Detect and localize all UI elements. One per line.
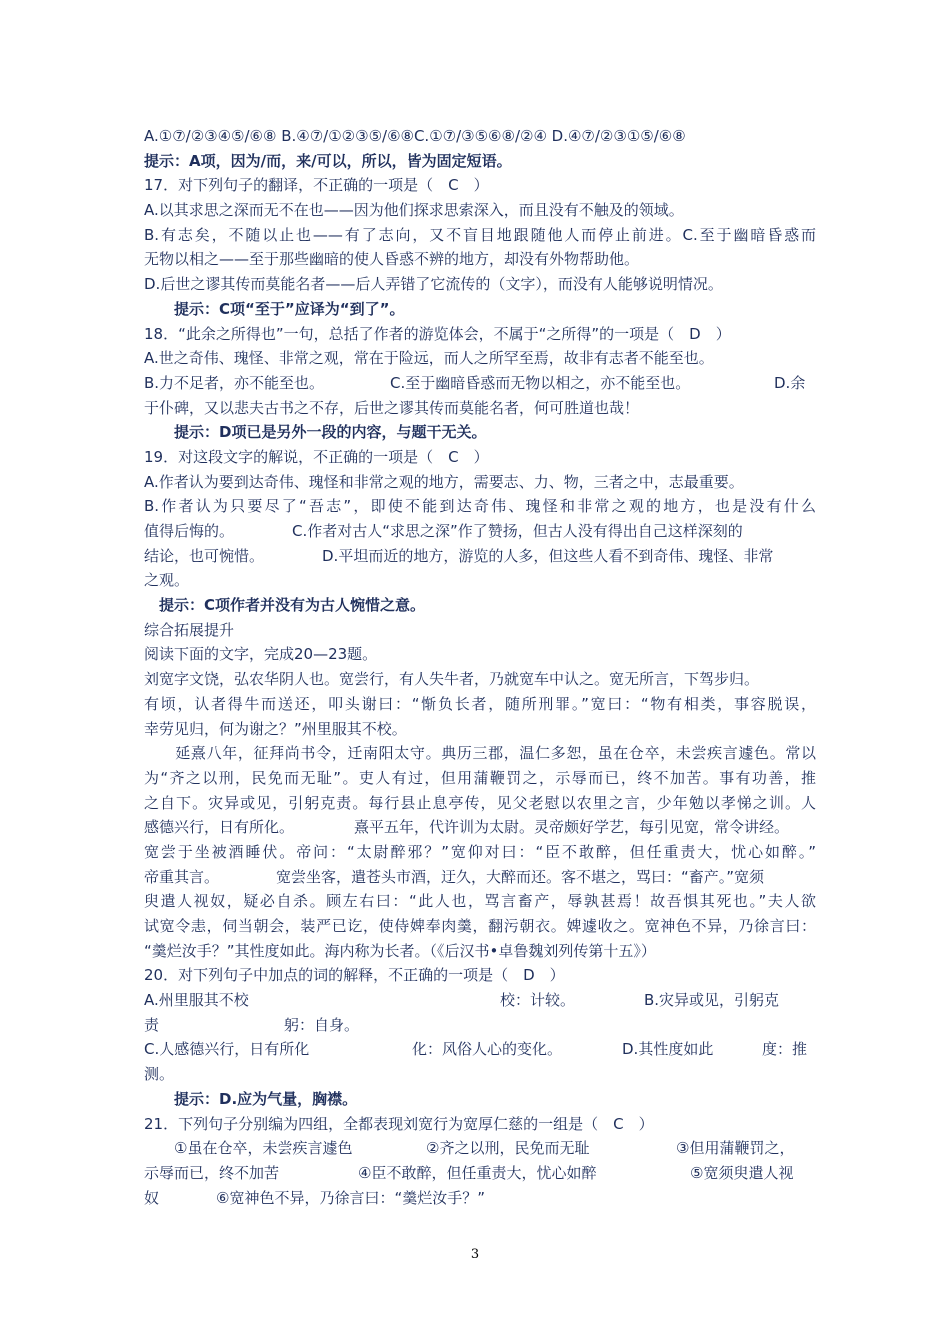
option-19b xyxy=(144,494,816,519)
items-21-row1 xyxy=(144,1136,816,1161)
text-line: 于仆碑，又以悲夫古书之不存，后世之谬其传而莫能名者，何可胜道也哉！ xyxy=(144,398,640,417)
text-segment: 宽尝坐客，遣苍头市酒，迂久，大醉而还。客不堪之，骂曰：“畜产。”宽须 xyxy=(276,867,765,886)
passage-line xyxy=(144,840,816,865)
option-18d: D.余 xyxy=(774,373,806,392)
text-line: 刘宽字文饶，弘农华阴人也。宽尝行，有人失牛者，乃就宽车中认之。宽无所言，下驾步归。 xyxy=(144,670,760,689)
question-19 xyxy=(144,445,816,470)
hint-18 xyxy=(144,420,816,445)
passage-line xyxy=(144,791,816,816)
option-20b: B.灾异或见，引躬克 xyxy=(644,991,780,1010)
question-20 xyxy=(144,963,816,988)
item-4: ④臣不敢醉，但任重责大，忧心如醉 xyxy=(358,1163,597,1182)
passage-line xyxy=(144,815,816,840)
answer-options-16 xyxy=(144,124,816,149)
option-20d-gloss: 度：推 xyxy=(762,1040,808,1059)
passage-line xyxy=(144,692,816,717)
items-21-row2 xyxy=(144,1161,816,1186)
options-19cd xyxy=(144,544,816,569)
option-18a xyxy=(144,346,816,371)
hint-text: 提示：A项，因为/而，来/可以，所以，皆为固定短语。 xyxy=(144,151,512,170)
text-line: A.①⑦/②③④⑤/⑥⑧ B.④⑦/①②③⑤/⑥⑧C.①⑦/③⑤⑥⑧/②④ D.④⑦/②③①⑤/⑥⑧ xyxy=(144,127,686,145)
option-19b-cont: 值得后悔的。 xyxy=(144,522,235,540)
hint-20 xyxy=(144,1087,816,1112)
options-20cd xyxy=(144,1037,816,1062)
item-6: ⑥宽神色不异，乃徐言曰：“羹烂汝手？” xyxy=(216,1188,485,1207)
option-20b-gloss: 躬：自身。 xyxy=(284,1015,360,1034)
hint-text: 提示：D.应为气量，胸襟。 xyxy=(144,1089,358,1108)
passage-line xyxy=(144,741,816,766)
passage-line xyxy=(144,766,816,791)
text-line: 测。 xyxy=(144,1065,175,1084)
text-segment: 熹平五年，代许训为太尉。灵帝颇好学艺，每引见宽，常令讲经。 xyxy=(354,818,790,837)
options-20ab xyxy=(144,988,816,1013)
hint-16 xyxy=(144,149,816,174)
text-line: “羹烂汝手？”其性度如此。海内称为长者。（《后汉书•卓鲁魏刘列传第十五》） xyxy=(144,941,656,960)
text-line: 幸劳见归，何为谢之？”州里服其不校。 xyxy=(144,719,407,738)
text-line: A.作者认为要到达奇伟、瑰怪和非常之观的地方，需要志、力、物，三者之中，志最重要。 xyxy=(144,472,744,491)
options-19bc xyxy=(144,519,816,544)
option-20a-gloss: 校：计较。 xyxy=(500,991,576,1010)
option-18b: B.力不足者，亦不能至也。 xyxy=(144,373,325,392)
hint-17 xyxy=(144,297,816,322)
option-17c-cont xyxy=(144,247,816,272)
option-17a xyxy=(144,198,816,223)
option-20b-cont xyxy=(144,1013,816,1038)
option-18c: C.至于幽暗昏惑而无物以相之，亦不能至也。 xyxy=(390,373,691,392)
option-20d: D.其性度如此 xyxy=(622,1040,714,1059)
option-20d-cont xyxy=(144,1062,816,1087)
text-line: 宽尝于坐被酒睡伏。帝问：“太尉醉邪？”宽仰对曰：“臣不敢醉，但任重责大，忧心如醉。” xyxy=(144,842,816,861)
document-body xyxy=(144,124,816,1210)
items-21-row3 xyxy=(144,1186,816,1211)
passage-line xyxy=(144,667,816,692)
options-18bcd xyxy=(144,371,816,396)
question-text: 20．对下列句子中加点的词的解释，不正确的一项是（ D ） xyxy=(144,966,565,985)
option-19c-cont: 结论，也可惋惜。 xyxy=(144,546,265,565)
question-text: 17．对下列句子的翻译，不正确的一项是（ C ） xyxy=(144,176,489,195)
question-text: 18．“此余之所得也”一句，总括了作者的游览体会，不属于“之所得”的一项是（ D ） xyxy=(144,324,731,343)
option-17b xyxy=(144,223,816,248)
passage-line xyxy=(144,939,816,964)
passage-line xyxy=(144,914,816,939)
question-17 xyxy=(144,173,816,198)
item-2: ②齐之以刑，民免而无耻 xyxy=(426,1139,590,1158)
text-line: D.后世之谬其传而莫能名者——后人弄错了它流传的（文字），而没有人能够说明情况。 xyxy=(144,275,723,294)
section-heading xyxy=(144,618,816,643)
hint-19 xyxy=(144,593,816,618)
hint-text: 提示：C项“至于”应译为“到了”。 xyxy=(144,299,405,318)
text-segment: 责 xyxy=(144,1015,160,1034)
item-5-cont: 奴 xyxy=(144,1188,160,1207)
text-line: B.有志矣，不随以止也——有了志向，又不盲目地跟随他人而停止前进。C.至于幽暗昏惑而 xyxy=(144,225,816,244)
item-3-cont: 示辱而已，终不加苦 xyxy=(144,1163,280,1182)
hint-text: 提示：D项已是另外一段的内容，与题干无关。 xyxy=(144,423,487,442)
option-20c-gloss: 化：风俗人心的变化。 xyxy=(412,1040,563,1059)
option-19a xyxy=(144,470,816,495)
reading-instruction xyxy=(144,642,816,667)
text-line: A.以其求思之深而无不在也——因为他们探求思索深入，而且没有不触及的领域。 xyxy=(144,201,684,220)
text-line: A.世之奇伟、瑰怪、非常之观，常在于险远，而人之所罕至焉，故非有志者不能至也。 xyxy=(144,349,714,368)
item-1: ①虽在仓卒，未尝疾言遽色 xyxy=(174,1139,353,1158)
text-line: 延熹八年，征拜尚书令，迁南阳太守。典历三郡，温仁多恕，虽在仓卒，未尝疾言遽色。常以 xyxy=(144,744,816,763)
text-line: 试宽令恚，伺当朝会，装严已讫，使侍婢奉肉羹，翻污朝衣。婢遽收之。宽神色不异，乃徐言曰： xyxy=(144,917,816,935)
option-19d-cont xyxy=(144,568,816,593)
item-5: ⑤宽须臾遣人视 xyxy=(690,1163,794,1182)
text-segment: 感德兴行，日有所化。 xyxy=(144,818,295,837)
option-19d: D.平坦而近的地方，游览的人多，但这些人看不到奇伟、瑰怪、非常 xyxy=(322,546,774,565)
question-text: 21．下列句子分别编为四组，全都表现刘宽行为宽厚仁慈的一组是（ C ） xyxy=(144,1114,654,1133)
question-18 xyxy=(144,322,816,347)
option-19c: C.作者对古人“求思之深”作了赞扬，但古人没有得出自己这样深刻的 xyxy=(292,522,743,540)
text-line: 之自下。灾异或见，引躬克责。每行县止息亭传，见父老慰以农里之言，少年勉以孝悌之训。人 xyxy=(144,793,816,812)
option-17d xyxy=(144,272,816,297)
text-line: 有顷，认者得牛而送还，叩头谢曰：“惭负长者，随所刑罪。”宽曰：“物有相类，事容脱误， xyxy=(144,694,816,713)
text-line: 臾遣人视奴，疑必自杀。顾左右曰：“此人也，骂言畜产，辱孰甚焉！故吾惧其死也。”夫人欲 xyxy=(144,892,816,911)
question-21 xyxy=(144,1112,816,1137)
text-line: 无物以相之——至于那些幽暗的使人昏惑不辨的地方，却没有外物帮助他。 xyxy=(144,250,640,269)
option-20c: C.人感德兴行，日有所化 xyxy=(144,1040,310,1059)
text-line: B.作者认为只要尽了“吾志”，即使不能到达奇伟、瑰怪和非常之观的地方，也是没有什么 xyxy=(144,497,816,516)
text-segment: 帝重其言。 xyxy=(144,867,220,886)
question-text: 19．对这段文字的解说，不正确的一项是（ C ） xyxy=(144,447,489,466)
option-18d-cont xyxy=(144,396,816,421)
passage-line xyxy=(144,889,816,914)
page-number: 3 xyxy=(470,1247,480,1262)
item-3: ③但用蒲鞭罚之， xyxy=(676,1139,795,1158)
text-line: 为“齐之以刑，民免而无耻”。吏人有过，但用蒲鞭罚之，示辱而已，终不加苦。事有功善，推 xyxy=(144,768,816,787)
passage-line xyxy=(144,865,816,890)
text-line: 阅读下面的文字，完成20—23题。 xyxy=(144,645,378,664)
option-20a: A.州里服其不校 xyxy=(144,991,249,1010)
heading-text: 综合拓展提升 xyxy=(144,620,235,639)
hint-text: 提示：C项作者并没有为古人惋惜之意。 xyxy=(144,596,426,615)
passage-line xyxy=(144,717,816,742)
text-line: 之观。 xyxy=(144,571,190,590)
